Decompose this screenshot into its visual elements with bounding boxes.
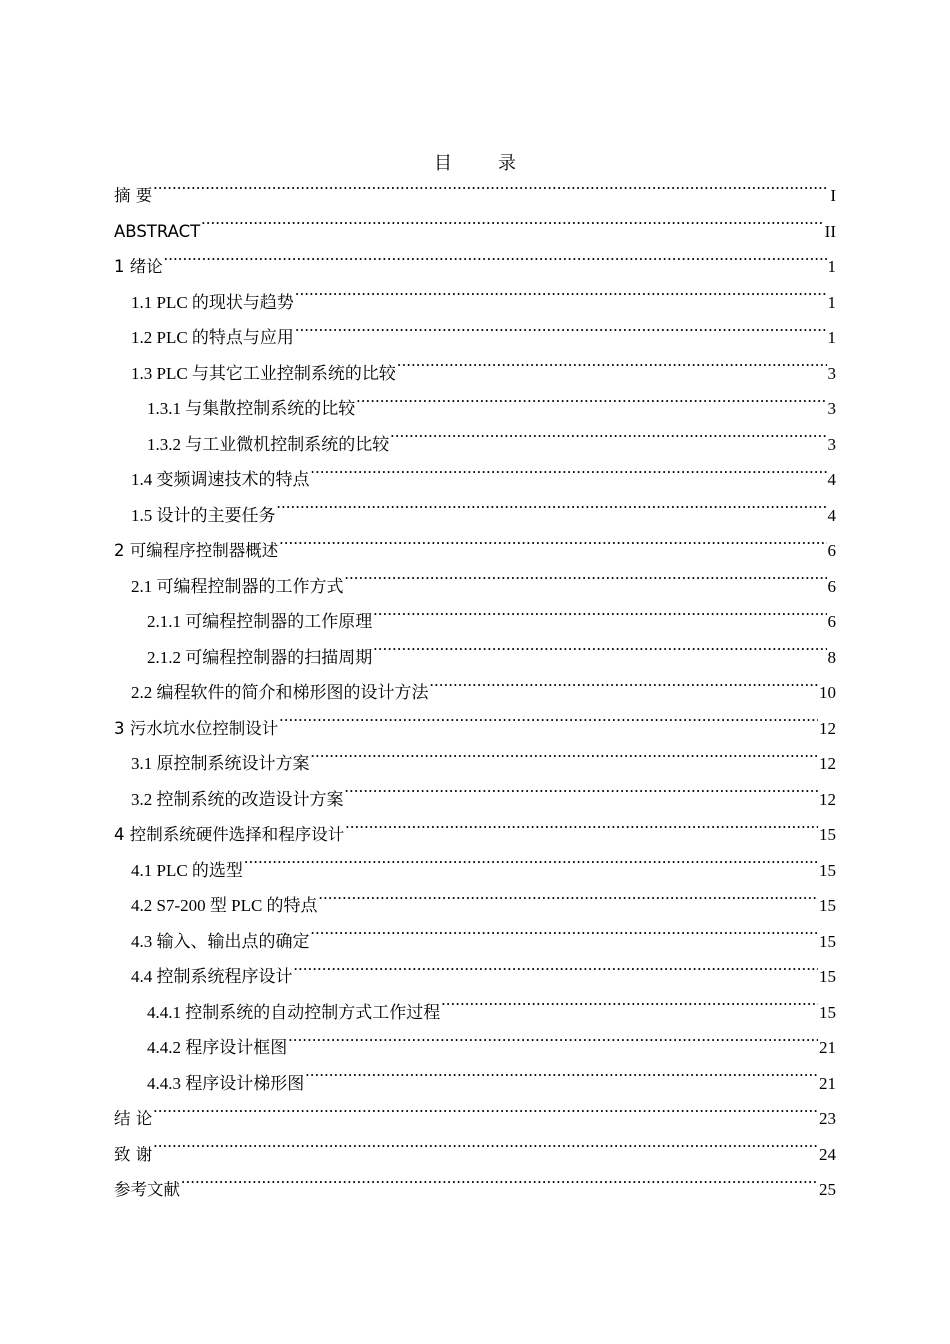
toc-entry-label: 4.2 S7-200 型 PLC 的特点	[131, 896, 318, 915]
toc-entry-page-number: 3	[827, 434, 836, 454]
toc-dot-leader	[279, 714, 818, 734]
toc-entry-page-number: 12	[819, 789, 836, 809]
toc-entry[interactable]	[114, 817, 836, 853]
toc-entry-label: 2.1 可编程控制器的工作方式	[131, 576, 344, 596]
toc-entry-label: 4.4.1 控制系统的自动控制方式工作过程	[147, 1002, 441, 1022]
toc-title: 目 录	[434, 153, 530, 173]
toc-entry-page-number: II	[824, 221, 836, 241]
toc-entry[interactable]	[114, 604, 836, 640]
toc-dot-leader	[295, 287, 827, 307]
toc-entry-page-number: 15	[819, 860, 836, 880]
toc-entry-label: 2 可编程序控制器概述	[114, 541, 279, 560]
toc-entry-page-number: 15	[819, 931, 836, 951]
toc-entry-page-number: 4	[827, 470, 836, 489]
toc-entry-label: 1.1 PLC 的现状与趋势	[131, 292, 294, 312]
toc-dot-leader	[311, 926, 819, 946]
toc-entry-page-number: 3	[827, 363, 836, 383]
toc-dot-leader	[294, 962, 819, 982]
toc-entry[interactable]	[114, 1172, 836, 1208]
toc-entry-page-number: 15	[819, 825, 836, 844]
toc-entry[interactable]	[114, 675, 836, 711]
toc-entry-label: 参考文献	[114, 1180, 180, 1199]
toc-entry-label: 1.5 设计的主要任务	[131, 505, 276, 525]
toc-entry[interactable]	[114, 285, 836, 321]
toc-entry[interactable]	[114, 498, 836, 534]
toc-dot-leader	[311, 749, 819, 769]
toc-entry-label: ABSTRACT	[114, 221, 201, 241]
toc-dot-leader	[345, 820, 818, 840]
toc-entry-page-number: 6	[827, 612, 836, 631]
toc-dot-leader	[441, 997, 818, 1017]
toc-entry[interactable]	[114, 746, 836, 782]
toc-entry[interactable]	[114, 249, 836, 285]
toc-entry-label: 1.2 PLC 的特点与应用	[131, 328, 294, 347]
toc-entry[interactable]	[114, 995, 836, 1031]
toc-entry-page-number: 6	[827, 541, 836, 560]
toc-entry-page-number: 1	[827, 292, 836, 312]
toc-entry-label: 摘 要	[114, 186, 153, 205]
toc-entry-label: 致 谢	[114, 1144, 153, 1164]
toc-entry-page-number: 6	[827, 576, 836, 596]
toc-dot-leader	[295, 323, 827, 343]
toc-entry-page-number: 12	[819, 718, 836, 738]
toc-entry-page-number: 4	[827, 505, 836, 525]
toc-dot-leader	[430, 678, 819, 698]
toc-entry-page-number: 1	[827, 328, 836, 347]
toc-entry-label: 2.2 编程软件的简介和梯形图的设计方法	[131, 683, 429, 702]
toc-entry-page-number: 24	[819, 1144, 836, 1164]
toc-dot-leader	[201, 217, 823, 237]
toc-entry[interactable]	[114, 462, 836, 498]
toc-entry-label: 3.1 原控制系统设计方案	[131, 754, 310, 773]
toc-entry-page-number: 3	[827, 399, 836, 418]
toc-entry[interactable]	[114, 888, 836, 924]
toc-dot-leader	[279, 536, 826, 556]
toc-entry[interactable]	[114, 711, 836, 747]
toc-entry-label: 3 污水坑水位控制设计	[114, 718, 279, 738]
toc-dot-leader	[319, 891, 818, 911]
toc-entry-label: 1.3.1 与集散控制系统的比较	[147, 399, 356, 418]
toc-dot-leader	[345, 571, 827, 591]
toc-dot-leader	[153, 1140, 818, 1160]
toc-entry-label: 4.3 输入、输出点的确定	[131, 931, 310, 951]
toc-entry[interactable]	[114, 782, 836, 818]
toc-entry[interactable]	[114, 1137, 836, 1173]
toc-dot-leader	[244, 855, 818, 875]
toc-entry-label: 结 论	[114, 1109, 153, 1128]
toc-entry-label: 4 控制系统硬件选择和程序设计	[114, 825, 345, 844]
toc-entry-label: 3.2 控制系统的改造设计方案	[131, 789, 344, 809]
toc-entry[interactable]	[114, 356, 836, 392]
toc-entry[interactable]	[114, 214, 836, 250]
toc-dot-leader	[305, 1068, 818, 1088]
toc-entry-page-number: 12	[819, 754, 836, 773]
toc-entry[interactable]	[114, 640, 836, 676]
toc-dot-leader	[373, 607, 826, 627]
toc-entry[interactable]	[114, 1101, 836, 1137]
toc-entry-page-number: 25	[819, 1180, 836, 1199]
toc-entry[interactable]	[114, 1030, 836, 1066]
toc-entry-label: 4.4.3 程序设计梯形图	[147, 1073, 305, 1093]
toc-dot-leader	[153, 181, 829, 201]
toc-entry[interactable]	[114, 533, 836, 569]
toc-entry-label: 4.4 控制系统程序设计	[131, 967, 293, 986]
toc-entry[interactable]	[114, 959, 836, 995]
toc-entry-page-number: 23	[819, 1109, 836, 1128]
toc-entry-page-number: 21	[819, 1038, 836, 1057]
toc-entry-label: 4.4.2 程序设计框图	[147, 1038, 288, 1057]
toc-entry-label: 1 绪论	[114, 257, 163, 276]
toc-entry-page-number: I	[830, 186, 836, 205]
toc-entry-page-number: 15	[819, 1002, 836, 1022]
toc-dot-leader	[181, 1175, 818, 1195]
toc-entry-page-number: 15	[819, 967, 836, 986]
toc-entry-page-number: 21	[819, 1073, 836, 1093]
toc-dot-leader	[311, 465, 827, 485]
table-of-contents	[114, 178, 836, 1208]
toc-entry-label: 1.4 变频调速技术的特点	[131, 470, 310, 489]
toc-entry-page-number: 8	[827, 647, 836, 667]
toc-dot-leader	[288, 1033, 818, 1053]
toc-entry[interactable]	[114, 569, 836, 605]
toc-entry[interactable]	[114, 391, 836, 427]
toc-entry[interactable]	[114, 853, 836, 889]
toc-entry-label: 1.3.2 与工业微机控制系统的比较	[147, 434, 390, 454]
toc-dot-leader	[153, 1104, 818, 1124]
toc-entry[interactable]	[114, 427, 836, 463]
toc-dot-leader	[277, 500, 827, 520]
toc-entry-page-number: 15	[819, 896, 836, 915]
toc-entry[interactable]	[114, 1066, 836, 1102]
toc-entry[interactable]	[114, 178, 836, 214]
toc-dot-leader	[397, 358, 827, 378]
toc-entry[interactable]	[114, 320, 836, 356]
toc-entry-page-number: 1	[827, 257, 836, 276]
toc-entry-label: 2.1.1 可编程控制器的工作原理	[147, 612, 373, 631]
toc-entry-label: 4.1 PLC 的选型	[131, 860, 243, 880]
toc-entry-page-number: 10	[819, 683, 836, 702]
toc-dot-leader	[356, 394, 826, 414]
toc-dot-leader	[164, 252, 827, 272]
toc-dot-leader	[373, 642, 826, 662]
toc-entry-label: 2.1.2 可编程控制器的扫描周期	[147, 647, 373, 667]
toc-dot-leader	[345, 784, 819, 804]
toc-entry-label: 1.3 PLC 与其它工业控制系统的比较	[131, 363, 396, 383]
toc-dot-leader	[390, 429, 826, 449]
toc-entry[interactable]	[114, 924, 836, 960]
